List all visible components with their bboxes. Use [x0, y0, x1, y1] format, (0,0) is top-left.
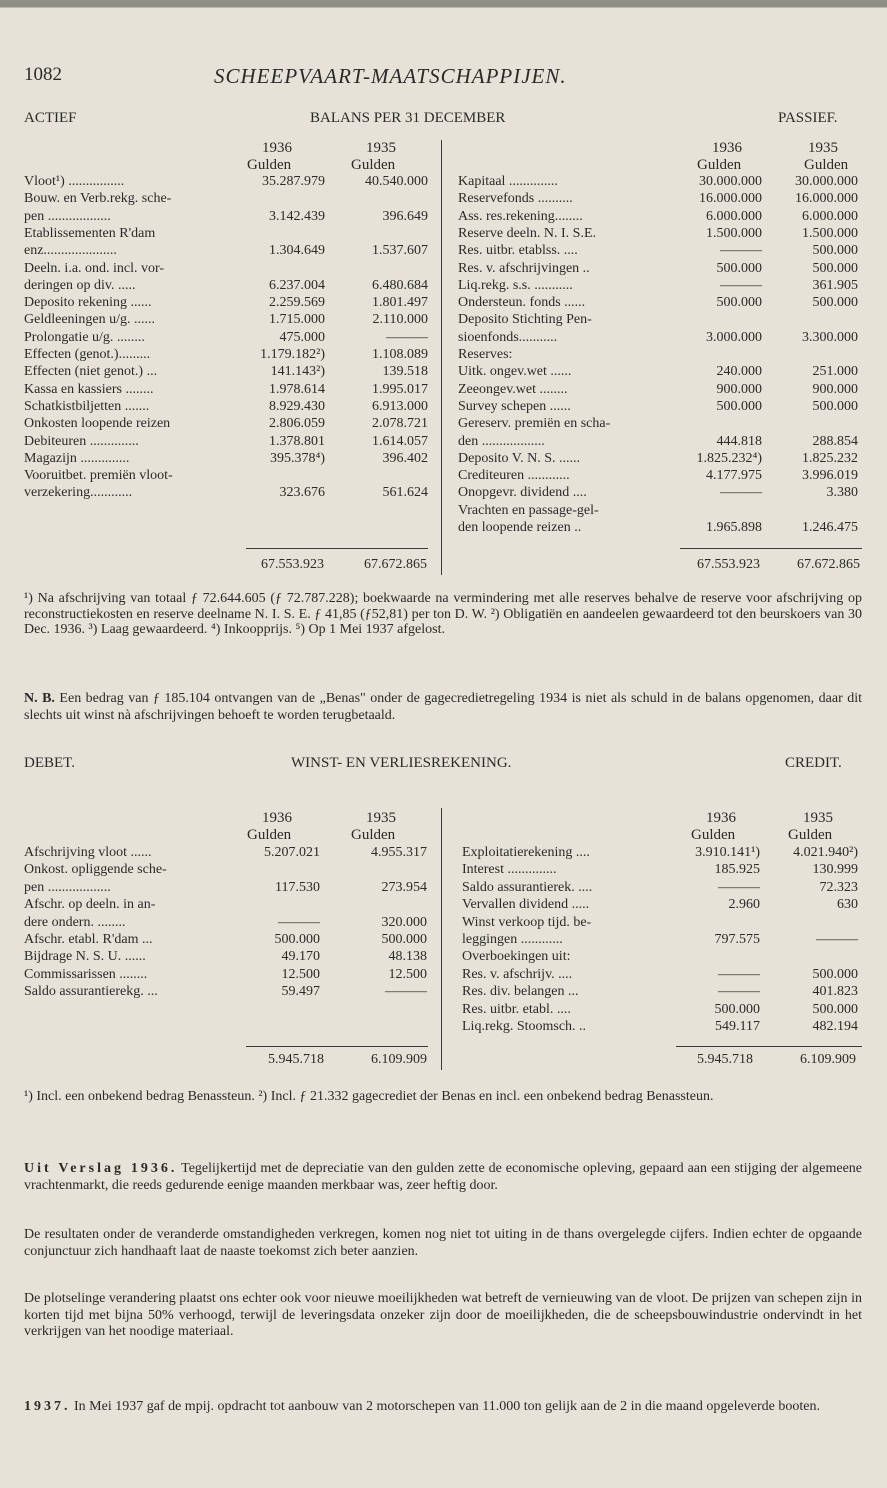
row-value-1936: 5.207.021 [264, 845, 320, 860]
row-value-1935: ——— [386, 329, 428, 345]
row-value-1936: 1.978.614 [269, 381, 325, 397]
pl-left-title: DEBET. [24, 755, 75, 771]
table-row [24, 191, 428, 207]
row-value-1936: 549.117 [715, 1019, 760, 1034]
nb-text: Een bedrag van ƒ 185.104 ontvangen van de „Benas" onder de gagecredietregeling 1934 is niet als schuld in de balans opgenomen, daar dit slechts uit winst nà afschrijvingen behoeft te worden terugbetaald. [24, 691, 862, 723]
row-label: Ass. res.rekening........ [458, 208, 583, 224]
table-row [24, 243, 428, 259]
row-label: Deeln. i.a. ond. incl. vor- [24, 260, 165, 276]
report-paragraph-3: De plotselinge verandering plaatst ons echter ook voor nieuwe moeilijkheden wat betreft de vernieuwing van de vloot. De prijzen van schepen zijn in korten tijd met bijna 50% verhoogd, terwijl de leveringsdata onzeker zijn door de moeilijkheden, die de scheepsbouwindustrie ondervindt in het verkrijgen van het noodige materiaal. [24, 1291, 862, 1339]
row-value-1935: 3.996.019 [802, 468, 858, 484]
row-value-1936: 395.378⁴) [269, 450, 325, 466]
table-row [458, 416, 858, 432]
credit-total-1935: 6.109.909 [800, 1052, 856, 1067]
pl-col-unit: Gulden [247, 827, 292, 843]
table-row [24, 967, 427, 983]
row-value-1936: 35.287.979 [262, 174, 325, 189]
row-label: Magazijn .............. [24, 450, 130, 466]
row-label: Survey schepen ...... [458, 398, 571, 414]
row-label: verzekering............ [24, 485, 133, 501]
table-row [462, 1019, 858, 1035]
row-label: Commissarissen ........ [24, 966, 148, 982]
row-value-1935: 500.000 [812, 295, 858, 311]
col-year-1935: 1935 [366, 140, 396, 156]
row-value-1935: 1.500.000 [802, 225, 858, 241]
table-row [458, 485, 858, 501]
row-value-1936: 49.170 [281, 949, 320, 965]
table-row [24, 278, 428, 294]
table-row [462, 845, 858, 861]
row-value-1936: 59.497 [281, 984, 320, 1000]
row-value-1935: 396.402 [382, 450, 428, 466]
row-label: Bouw. en Verb.rekg. sche- [24, 191, 172, 207]
col-unit: Gulden [247, 157, 292, 173]
row-value-1935: 16.000.000 [795, 191, 858, 207]
table-row [24, 382, 428, 398]
table-row [24, 364, 428, 380]
debet-total-1935: 6.109.909 [371, 1052, 427, 1067]
row-value-1936: 1.500.000 [706, 225, 762, 241]
row-value-1936: ——— [720, 277, 762, 293]
row-label: Reserves: [458, 347, 513, 362]
row-value-1936: 3.000.000 [706, 329, 762, 345]
row-label: Effecten (niet genot.) ... [24, 364, 158, 380]
passief-total-row [680, 557, 860, 573]
table-row [24, 226, 428, 242]
row-value-1936: 3.910.141¹) [695, 845, 760, 860]
row-value-1935: 482.194 [812, 1019, 858, 1034]
row-label: enz..................... [24, 243, 117, 259]
table-row [458, 209, 858, 225]
row-value-1936: 6.237.004 [269, 277, 325, 293]
table-row [24, 261, 428, 277]
row-value-1936: 6.000.000 [706, 208, 762, 224]
report-text: Tegelijkertijd met de depreciatie van den gulden zette de economische opleving, gepaard aan een stijging der algemeene vrachtenmarkt, die reeds gedurende eenige maanden merkbaar was, zeer heftig door. [24, 1161, 863, 1193]
pl-col-unit: Gulden [691, 827, 736, 843]
passief-total-1936: 67.553.923 [697, 557, 760, 572]
row-value-1935: 6.913.000 [372, 398, 428, 414]
row-value-1936: ——— [718, 984, 760, 1000]
row-value-1935: 401.823 [812, 984, 858, 1000]
table-row [462, 949, 858, 965]
pl-col-year-1935: 1935 [366, 810, 396, 826]
row-value-1935: 2.110.000 [372, 312, 428, 328]
table-row [458, 503, 858, 519]
debet-total-1936: 5.945.718 [268, 1052, 324, 1067]
row-value-1936: 1.965.898 [706, 520, 762, 535]
row-value-1935: 6.480.684 [372, 277, 428, 293]
row-value-1936: 185.925 [714, 862, 760, 878]
table-row [458, 468, 858, 484]
table-row [458, 226, 858, 242]
row-value-1936: 1.715.000 [269, 312, 325, 328]
table-row [458, 520, 858, 536]
row-value-1936: 12.500 [281, 966, 320, 982]
nb-lead: N. B. [24, 691, 55, 706]
row-value-1936: 2.259.569 [269, 295, 325, 311]
row-value-1936: 475.000 [279, 329, 325, 345]
row-value-1935: 40.540.000 [365, 174, 428, 189]
balance-divider [441, 140, 442, 575]
row-label: Onkost. opliggende sche- [24, 862, 167, 878]
report-year-text: In Mei 1937 gaf de mpij. opdracht tot aanbouw van 2 motorschepen van 11.000 ton gelijk aan de 2 in die maand opgeleverde booten. [70, 1399, 820, 1414]
row-label: Liq.rekg. s.s. ........... [458, 277, 573, 293]
row-value-1936: 1.378.801 [269, 433, 325, 449]
row-value-1936: 240.000 [716, 364, 762, 380]
table-row [24, 485, 428, 501]
row-value-1935: 320.000 [381, 914, 427, 930]
report-paragraph-4 [24, 1399, 862, 1416]
table-row [458, 312, 858, 328]
row-value-1935: 1.614.057 [372, 433, 428, 449]
balance-right-title: PASSIEF. [778, 110, 838, 126]
table-row [24, 862, 427, 878]
row-value-1936: 500.000 [716, 260, 762, 276]
row-value-1935: 72.323 [819, 879, 858, 895]
table-row [24, 949, 427, 965]
table-row [24, 434, 428, 450]
row-value-1935: 500.000 [381, 932, 427, 947]
row-value-1936: 797.575 [714, 932, 760, 947]
row-label: Vrachten en passage-gel- [458, 502, 599, 518]
table-row [458, 434, 858, 450]
row-label: Schatkistbiljetten ....... [24, 398, 150, 414]
pl-right-title: CREDIT. [785, 755, 842, 771]
row-value-1936: ——— [720, 243, 762, 259]
table-row [458, 451, 858, 467]
row-label: Reservefonds .......... [458, 191, 573, 207]
table-row [24, 468, 428, 484]
actief-total-1935: 67.672.865 [364, 557, 427, 572]
row-label: Liq.rekg. Stoomsch. .. [462, 1019, 587, 1034]
row-label: Reserve deeln. N. I. S.E. [458, 225, 597, 241]
actief-sum-line [246, 548, 428, 549]
pl-col-year-1936: 1936 [706, 810, 736, 826]
report-paragraph-2: De resultaten onder de veranderde omstandigheden verkregen, komen nog niet tot uiting in de thans overgelegde cijfers. Indien echter de opgaande conjunctuur zich handhaaft laat de naaste toekomst zich beter aanzien. [24, 1227, 862, 1259]
row-value-1935: 500.000 [812, 260, 858, 276]
row-label: Crediteuren ............ [458, 468, 570, 484]
credit-total-1936: 5.945.718 [697, 1052, 753, 1067]
row-value-1936: 141.143²) [270, 364, 325, 380]
table-row [462, 984, 858, 1000]
row-value-1936: ——— [718, 879, 760, 895]
row-label: Deposito Stichting Pen- [458, 312, 592, 328]
table-row [458, 243, 858, 259]
row-value-1935: 3.300.000 [802, 329, 858, 345]
table-row [24, 880, 427, 896]
row-value-1935: 6.000.000 [802, 208, 858, 224]
report-lead: Uit Verslag 1936. [24, 1161, 178, 1176]
row-value-1935: 561.624 [382, 485, 428, 501]
col-unit: Gulden [697, 157, 742, 173]
row-label: Vervallen dividend ..... [462, 897, 590, 913]
table-row [24, 451, 428, 467]
table-row [24, 984, 427, 1000]
row-label: Saldo assurantierekg. ... [24, 984, 158, 1000]
table-row [458, 364, 858, 380]
row-value-1935: ——— [816, 932, 858, 947]
page-number: 1082 [24, 64, 62, 85]
row-value-1936: 30.000.000 [699, 174, 762, 189]
row-label: Overboekingen uit: [462, 949, 571, 965]
row-value-1935: 273.954 [381, 879, 427, 895]
row-value-1936: 323.676 [279, 485, 325, 501]
row-value-1936: 4.177.975 [706, 468, 762, 484]
table-row [458, 295, 858, 311]
balance-footnotes: ¹) Na afschrijving van totaal ƒ 72.644.605 (ƒ 72.787.228); boekwaarde na vermindering met alle reserves behalve de reserve voor afschrijving op reconstructiekosten en reserve deelname N. I. S. E. ƒ 41,85 (ƒ52,81) per ton D. W. ²) Obligatiën en aandeelen gewaardeerd tot den beurskoers van 30 Dec. 1936. ³) Laag gewaardeerd. ⁴) Inkoopprijs. ⁵) Op 1 Mei 1937 afgelost. [24, 591, 862, 637]
row-value-1936: 900.000 [716, 381, 762, 397]
pl-col-unit: Gulden [351, 827, 396, 843]
row-value-1935: 900.000 [812, 381, 858, 397]
row-value-1936: 1.179.182²) [260, 347, 325, 362]
table-row [24, 347, 428, 363]
row-value-1936: 1.825.232⁴) [696, 450, 762, 466]
table-row [462, 862, 858, 878]
table-row [462, 915, 858, 931]
row-label: Kapitaal .............. [458, 174, 558, 189]
row-value-1935: 251.000 [812, 364, 858, 380]
table-row [24, 399, 428, 415]
row-value-1935: 4.955.317 [371, 845, 427, 860]
row-value-1936: ——— [278, 914, 320, 930]
row-label: den loopende reizen .. [458, 520, 582, 535]
row-value-1935: 500.000 [812, 398, 858, 414]
row-value-1935: 500.000 [812, 966, 858, 982]
debet-total-row [247, 1052, 427, 1068]
row-value-1936: 1.304.649 [269, 243, 325, 259]
row-label: Bijdrage N. S. U. ...... [24, 949, 146, 965]
row-value-1936: 500.000 [716, 295, 762, 311]
row-label: Vooruitbet. premiën vloot- [24, 468, 173, 484]
table-row [458, 347, 858, 363]
row-value-1935: 139.518 [382, 364, 428, 380]
row-label: Effecten (genot.)......... [24, 347, 151, 362]
row-value-1935: 4.021.940²) [793, 845, 858, 860]
table-row [458, 278, 858, 294]
row-value-1935: 630 [837, 897, 858, 913]
pl-col-unit: Gulden [788, 827, 833, 843]
row-label: Prolongatie u/g. ........ [24, 329, 145, 345]
row-value-1935: 1.108.089 [372, 347, 428, 362]
row-value-1935: 12.500 [388, 966, 427, 982]
row-label: Res. v. afschrijvingen .. [458, 260, 590, 276]
credit-total-row [676, 1052, 856, 1068]
table-row [458, 191, 858, 207]
table-row [458, 330, 858, 346]
row-label: Res. uitbr. etabl. .... [462, 1001, 571, 1017]
row-label: Interest .............. [462, 862, 557, 878]
row-label: Deposito V. N. S. ...... [458, 450, 581, 466]
row-label: Geldleeningen u/g. ...... [24, 312, 156, 328]
row-value-1936: 444.818 [716, 433, 762, 449]
row-value-1936: 16.000.000 [699, 191, 762, 207]
table-row [458, 261, 858, 277]
table-row [24, 295, 428, 311]
nb-note [24, 691, 862, 724]
row-value-1936: 117.530 [275, 879, 320, 895]
table-row [24, 312, 428, 328]
actief-total-1936: 67.553.923 [261, 557, 324, 572]
row-label: Exploitatierekening .... [462, 845, 590, 860]
row-label: pen .................. [24, 208, 111, 224]
table-row [462, 932, 858, 948]
row-value-1935: 1.246.475 [802, 520, 858, 535]
debet-sum-line [246, 1046, 428, 1047]
row-value-1935: 1.995.017 [372, 381, 428, 397]
row-value-1936: 8.929.430 [269, 398, 325, 414]
table-row [24, 174, 428, 190]
row-label: Gereserv. premiën en scha- [458, 416, 611, 432]
table-row [24, 330, 428, 346]
passief-sum-line [680, 548, 862, 549]
row-label: Uitk. ongev.wet ...... [458, 364, 572, 380]
row-label: Onopgevr. dividend .... [458, 485, 587, 501]
table-row [24, 932, 427, 948]
row-label: Debiteuren .............. [24, 433, 139, 449]
col-year-1936: 1936 [262, 140, 292, 156]
row-label: dere ondern. ........ [24, 914, 126, 930]
table-row [462, 1002, 858, 1018]
credit-sum-line [676, 1046, 862, 1047]
col-unit: Gulden [351, 157, 396, 173]
table-row [462, 880, 858, 896]
row-value-1936: ——— [718, 966, 760, 982]
row-value-1935: 2.078.721 [372, 416, 428, 432]
row-label: Res. div. belangen ... [462, 984, 579, 1000]
row-value-1935: 1.537.607 [372, 243, 428, 259]
report-year-lead: 1937. [24, 1399, 71, 1414]
actief-total-row [247, 557, 427, 573]
row-value-1936: 500.000 [274, 932, 320, 947]
row-value-1935: 130.999 [812, 862, 858, 878]
row-label: Res. v. afschrijv. .... [462, 966, 573, 982]
row-label: Saldo assurantierek. .... [462, 879, 593, 895]
table-row [462, 967, 858, 983]
row-value-1935: 1.801.497 [372, 295, 428, 311]
report-paragraph-1 [24, 1161, 862, 1194]
table-row [458, 399, 858, 415]
pl-divider [441, 808, 442, 1070]
row-value-1935: 3.380 [826, 485, 858, 501]
row-value-1935: 396.649 [382, 208, 428, 224]
row-label: Winst verkoop tijd. be- [462, 914, 592, 930]
pl-center-title: WINST- EN VERLIESREKENING. [291, 755, 512, 771]
table-row [458, 174, 858, 190]
row-label: Onkosten loopende reizen [24, 416, 171, 432]
row-value-1936: 500.000 [716, 398, 762, 414]
pl-col-year-1935: 1935 [803, 810, 833, 826]
row-label: deringen op div. ..... [24, 277, 136, 293]
row-label: Afschr. op deeln. in an- [24, 897, 156, 913]
row-label: Afschr. etabl. R'dam ... [24, 932, 153, 947]
row-label: Etablissementen R'dam [24, 225, 156, 241]
balance-center-title: BALANS PER 31 DECEMBER [310, 110, 506, 126]
col-year-1935: 1935 [808, 140, 838, 156]
table-row [24, 915, 427, 931]
row-value-1935: ——— [385, 984, 427, 1000]
row-label: Deposito rekening ...... [24, 295, 152, 311]
row-label: Kassa en kassiers ........ [24, 381, 154, 397]
running-title: SCHEEPVAART-MAATSCHAPPIJEN. [214, 64, 567, 88]
row-label: Vloot¹) ................ [24, 174, 125, 189]
row-value-1936: 500.000 [714, 1001, 760, 1017]
row-label: Zeeongev.wet ........ [458, 381, 568, 397]
table-row [24, 897, 427, 913]
row-value-1936: 3.142.439 [269, 208, 325, 224]
row-label: Ondersteun. fonds ...... [458, 295, 586, 311]
row-value-1935: 30.000.000 [795, 174, 858, 189]
row-value-1935: 361.905 [812, 277, 858, 293]
row-value-1936: 2.806.059 [269, 416, 325, 432]
row-label: Afschrijving vloot ...... [24, 845, 152, 860]
balance-left-title: ACTIEF [24, 110, 77, 126]
row-label: leggingen ............ [462, 932, 563, 947]
table-row [462, 897, 858, 913]
row-value-1935: 1.825.232 [802, 450, 858, 466]
row-label: den .................. [458, 433, 545, 449]
pl-footnotes: ¹) Incl. een onbekend bedrag Benassteun. ²) Incl. ƒ 21.332 gagecrediet der Benas en incl. een onbekend bedrag Benassteun. [24, 1089, 714, 1104]
table-row [458, 382, 858, 398]
row-label: Res. uitbr. etablss. .... [458, 243, 578, 259]
row-value-1936: ——— [720, 485, 762, 501]
row-value-1935: 288.854 [812, 433, 858, 449]
table-row [24, 845, 427, 861]
col-unit: Gulden [804, 157, 849, 173]
table-row [24, 416, 428, 432]
row-value-1935: 500.000 [812, 243, 858, 259]
row-value-1935: 500.000 [812, 1001, 858, 1017]
row-value-1935: 48.138 [388, 949, 427, 965]
col-year-1936: 1936 [712, 140, 742, 156]
row-label: sioenfonds........... [458, 329, 558, 345]
row-label: pen .................. [24, 879, 111, 895]
pl-col-year-1936: 1936 [262, 810, 292, 826]
row-value-1936: 2.960 [728, 897, 760, 913]
table-row [24, 209, 428, 225]
passief-total-1935: 67.672.865 [797, 557, 860, 572]
